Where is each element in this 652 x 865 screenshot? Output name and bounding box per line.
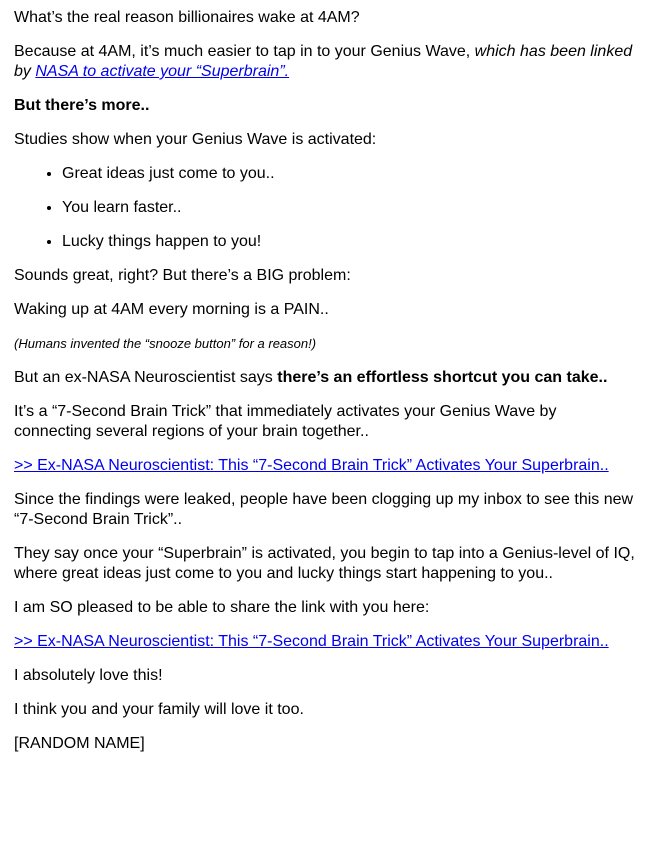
paragraph-leaked: Since the findings were leaked, people have been clogging up my inbox to see this new “7-Second Brain Trick”.. xyxy=(14,491,634,528)
paragraph-waking-pain: Waking up at 4AM every morning is a PAIN.. xyxy=(14,301,329,318)
list-item-lucky-things: • Lucky things happen to you! xyxy=(62,232,638,252)
paragraph-shortcut xyxy=(14,368,638,388)
paragraph-they-say: They say once your “Superbrain” is activated, you begin to tap into a Genius-level of IQ, where great ideas just come to you and lucky things start happening to you.. xyxy=(14,545,635,582)
list-item-great-ideas: • Great ideas just come to you.. xyxy=(62,164,638,184)
because-italic-text: which has been linked by xyxy=(14,43,633,80)
signature: [RANDOM NAME] xyxy=(14,735,145,752)
cta-link-1[interactable]: >> Ex-NASA Neuroscientist: This “7-Second Brain Trick” Activates Your Superbrain.. xyxy=(14,457,609,474)
paragraph-because xyxy=(14,42,638,82)
paragraph-snooze-note: (Humans invented the “snooze button” for a reason!) xyxy=(14,336,317,351)
paragraph-pleased: I am SO pleased to be able to share the link with you here: xyxy=(14,599,430,616)
paragraph-trick-description: It’s a “7-Second Brain Trick” that immediately activates your Genius Wave by connecting several regions of your brain together.. xyxy=(14,403,557,440)
shortcut-normal-text: But an ex-NASA Neuroscientist says xyxy=(14,369,278,386)
paragraph-but-theres-more: But there’s more.. xyxy=(14,97,150,114)
cta-link-2[interactable]: >> Ex-NASA Neuroscientist: This “7-Second Brain Trick” Activates Your Superbrain.. xyxy=(14,633,609,650)
paragraph-cta-link-2 xyxy=(14,632,638,652)
paragraph-cta-link-1 xyxy=(14,456,638,476)
nasa-superbrain-link[interactable]: NASA to activate your “Superbrain”. xyxy=(35,63,290,80)
shortcut-bold-text: there’s an effortless shortcut you can take.. xyxy=(277,369,608,386)
paragraph-love-this: I absolutely love this! xyxy=(14,667,163,684)
benefits-list xyxy=(14,164,638,252)
paragraph-studies: Studies show when your Genius Wave is activated: xyxy=(14,131,377,148)
because-normal-text: Because at 4AM, it’s much easier to tap in to your Genius Wave, xyxy=(14,43,475,60)
paragraph-sounds-great: Sounds great, right? But there’s a BIG problem: xyxy=(14,267,351,284)
email-body xyxy=(14,8,638,754)
paragraph-family-love: I think you and your family will love it too. xyxy=(14,701,304,718)
list-item-learn-faster: • You learn faster.. xyxy=(62,198,638,218)
paragraph-opening-question: What’s the real reason billionaires wake at 4AM? xyxy=(14,9,360,26)
